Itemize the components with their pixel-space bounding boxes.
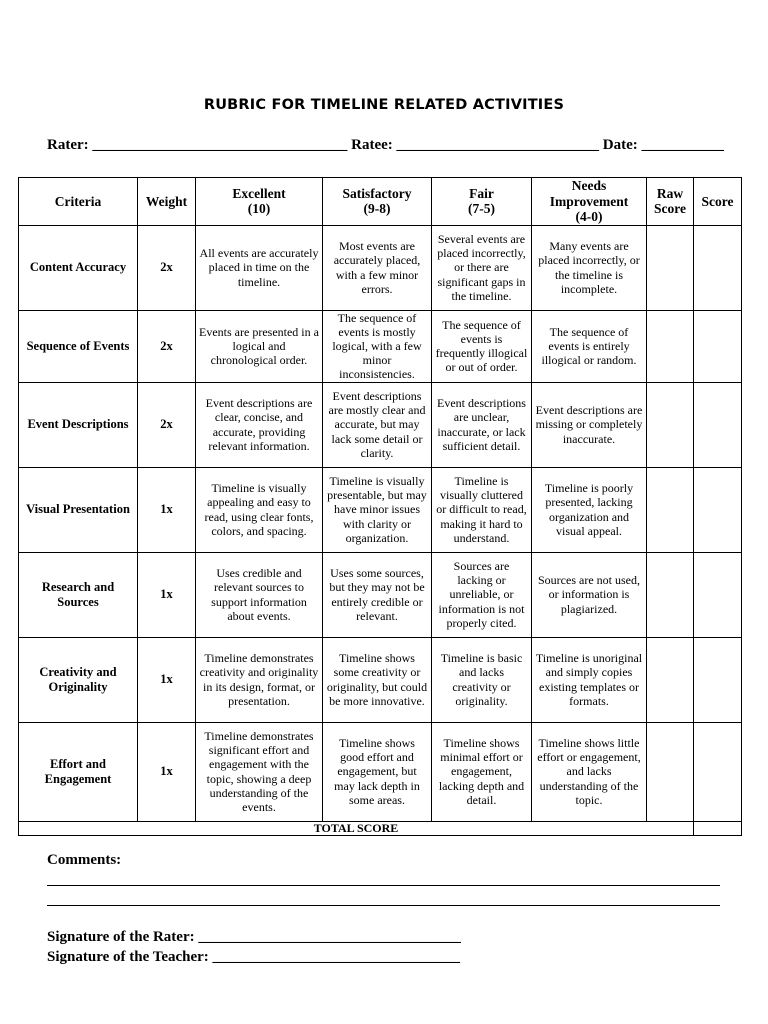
raw-score-cell[interactable] (647, 382, 694, 467)
header-satisfactory-range: (9-8) (363, 201, 391, 217)
fair-cell: Timeline shows minimal effort or engagement, lacking depth and detail. (432, 722, 532, 821)
criteria-cell: Visual Presentation (19, 467, 138, 552)
raw-score-cell[interactable] (647, 637, 694, 722)
header-needs-range: (4-0) (575, 209, 603, 224)
table-row (19, 637, 742, 722)
satisfactory-cell: Uses some sources, but they may not be entirely credible or relevant. (323, 552, 432, 637)
raw-score-cell[interactable] (647, 310, 694, 382)
needs-improvement-cell: Sources are not used, or information is plagiarized. (532, 552, 647, 637)
comments-line-2[interactable] (47, 905, 720, 906)
fair-cell: The sequence of events is frequently illogical or out of order. (432, 310, 532, 382)
needs-improvement-cell: Many events are placed incorrectly, or the timeline is incomplete. (532, 225, 647, 310)
excellent-cell: Event descriptions are clear, concise, and accurate, providing relevant information. (196, 382, 323, 467)
needs-improvement-cell: Event descriptions are missing or completely inaccurate. (532, 382, 647, 467)
criteria-cell: Effort and Engagement (19, 722, 138, 821)
header-excellent (196, 178, 323, 226)
comments-line-1[interactable] (47, 885, 720, 886)
raw-score-cell[interactable] (647, 722, 694, 821)
weight-cell: 1x (138, 467, 196, 552)
score-cell[interactable] (694, 310, 742, 382)
score-cell[interactable] (694, 225, 742, 310)
comments-label: Comments: (47, 852, 122, 868)
raw-score-cell[interactable] (647, 225, 694, 310)
needs-improvement-cell: Timeline shows little effort or engagement, and lacks understanding of the topic. (532, 722, 647, 821)
excellent-cell: Uses credible and relevant sources to support information about events. (196, 552, 323, 637)
table-row (19, 467, 742, 552)
fair-cell: Several events are placed incorrectly, or there are significant gaps in the timeline. (432, 225, 532, 310)
satisfactory-cell: Timeline shows some creativity or originality, but could be more innovative. (323, 637, 432, 722)
fair-cell: Timeline is visually cluttered or difficult to read, making it hard to understand. (432, 467, 532, 552)
criteria-cell: Content Accuracy (19, 225, 138, 310)
weight-cell: 2x (138, 382, 196, 467)
page-title: RUBRIC FOR TIMELINE RELATED ACTIVITIES (203, 97, 565, 113)
table-row (19, 225, 742, 310)
header-fair (432, 178, 532, 226)
rubric-table (18, 177, 742, 836)
header-needs-label: Needs Improvement (549, 178, 629, 209)
table-row (19, 722, 742, 821)
header-satisfactory (323, 178, 432, 226)
criteria-cell: Event Descriptions (19, 382, 138, 467)
signature-rater-line: Signature of the Rater: ___________________________________ (47, 929, 461, 945)
score-cell[interactable] (694, 637, 742, 722)
table-row (19, 382, 742, 467)
weight-cell: 1x (138, 722, 196, 821)
header-row (19, 178, 742, 226)
criteria-cell: Research and Sources (19, 552, 138, 637)
header-excellent-label: Excellent (232, 185, 286, 201)
header-excellent-range: (10) (247, 201, 271, 217)
header-raw-score: Raw Score (647, 178, 694, 226)
excellent-cell: Timeline demonstrates significant effort and engagement with the topic, showing a deep understanding of the events. (196, 722, 323, 821)
satisfactory-cell: Timeline shows good effort and engagement, but may lack depth in some areas. (323, 722, 432, 821)
score-cell[interactable] (694, 722, 742, 821)
satisfactory-cell: Timeline is visually presentable, but may have minor issues with clarity or organization. (323, 467, 432, 552)
fair-cell: Event descriptions are unclear, inaccurate, or lack sufficient detail. (432, 382, 532, 467)
criteria-cell: Sequence of Events (19, 310, 138, 382)
criteria-cell: Creativity and Originality (19, 637, 138, 722)
raw-score-cell[interactable] (647, 467, 694, 552)
excellent-cell: Events are presented in a logical and chronological order. (196, 310, 323, 382)
needs-improvement-cell: The sequence of events is entirely illogical or random. (532, 310, 647, 382)
table-row (19, 552, 742, 637)
weight-cell: 1x (138, 637, 196, 722)
header-weight: Weight (138, 178, 196, 226)
score-cell[interactable] (694, 552, 742, 637)
excellent-cell: Timeline demonstrates creativity and originality in its design, format, or presentation. (196, 637, 323, 722)
header-fair-label: Fair (469, 185, 494, 201)
satisfactory-cell: The sequence of events is mostly logical, with a few minor inconsistencies. (323, 310, 432, 382)
header-needs-improvement (532, 178, 647, 226)
header-criteria: Criteria (19, 178, 138, 226)
total-row (19, 821, 742, 835)
total-score-label: TOTAL SCORE (19, 821, 694, 835)
header-score: Score (694, 178, 742, 226)
header-fair-range: (7-5) (468, 201, 495, 217)
satisfactory-cell: Event descriptions are mostly clear and accurate, but may lack some detail or clarity. (323, 382, 432, 467)
header-satisfactory-label: Satisfactory (342, 185, 412, 201)
weight-cell: 2x (138, 225, 196, 310)
signature-teacher-line: Signature of the Teacher: _________________________________ (47, 949, 461, 965)
rater-ratee-date-line: Rater: __________________________________ Ratee: ___________________________ Date: ___________ (47, 137, 725, 153)
total-score-cell[interactable] (694, 821, 742, 835)
excellent-cell: All events are accurately placed in time on the timeline. (196, 225, 323, 310)
needs-improvement-cell: Timeline is unoriginal and simply copies existing templates or formats. (532, 637, 647, 722)
fair-cell: Sources are lacking or unreliable, or information is not properly cited. (432, 552, 532, 637)
weight-cell: 2x (138, 310, 196, 382)
fair-cell: Timeline is basic and lacks creativity or originality. (432, 637, 532, 722)
raw-score-cell[interactable] (647, 552, 694, 637)
satisfactory-cell: Most events are accurately placed, with a few minor errors. (323, 225, 432, 310)
table-row (19, 310, 742, 382)
excellent-cell: Timeline is visually appealing and easy to read, using clear fonts, colors, and spacing. (196, 467, 323, 552)
score-cell[interactable] (694, 382, 742, 467)
weight-cell: 1x (138, 552, 196, 637)
needs-improvement-cell: Timeline is poorly presented, lacking organization and visual appeal. (532, 467, 647, 552)
score-cell[interactable] (694, 467, 742, 552)
